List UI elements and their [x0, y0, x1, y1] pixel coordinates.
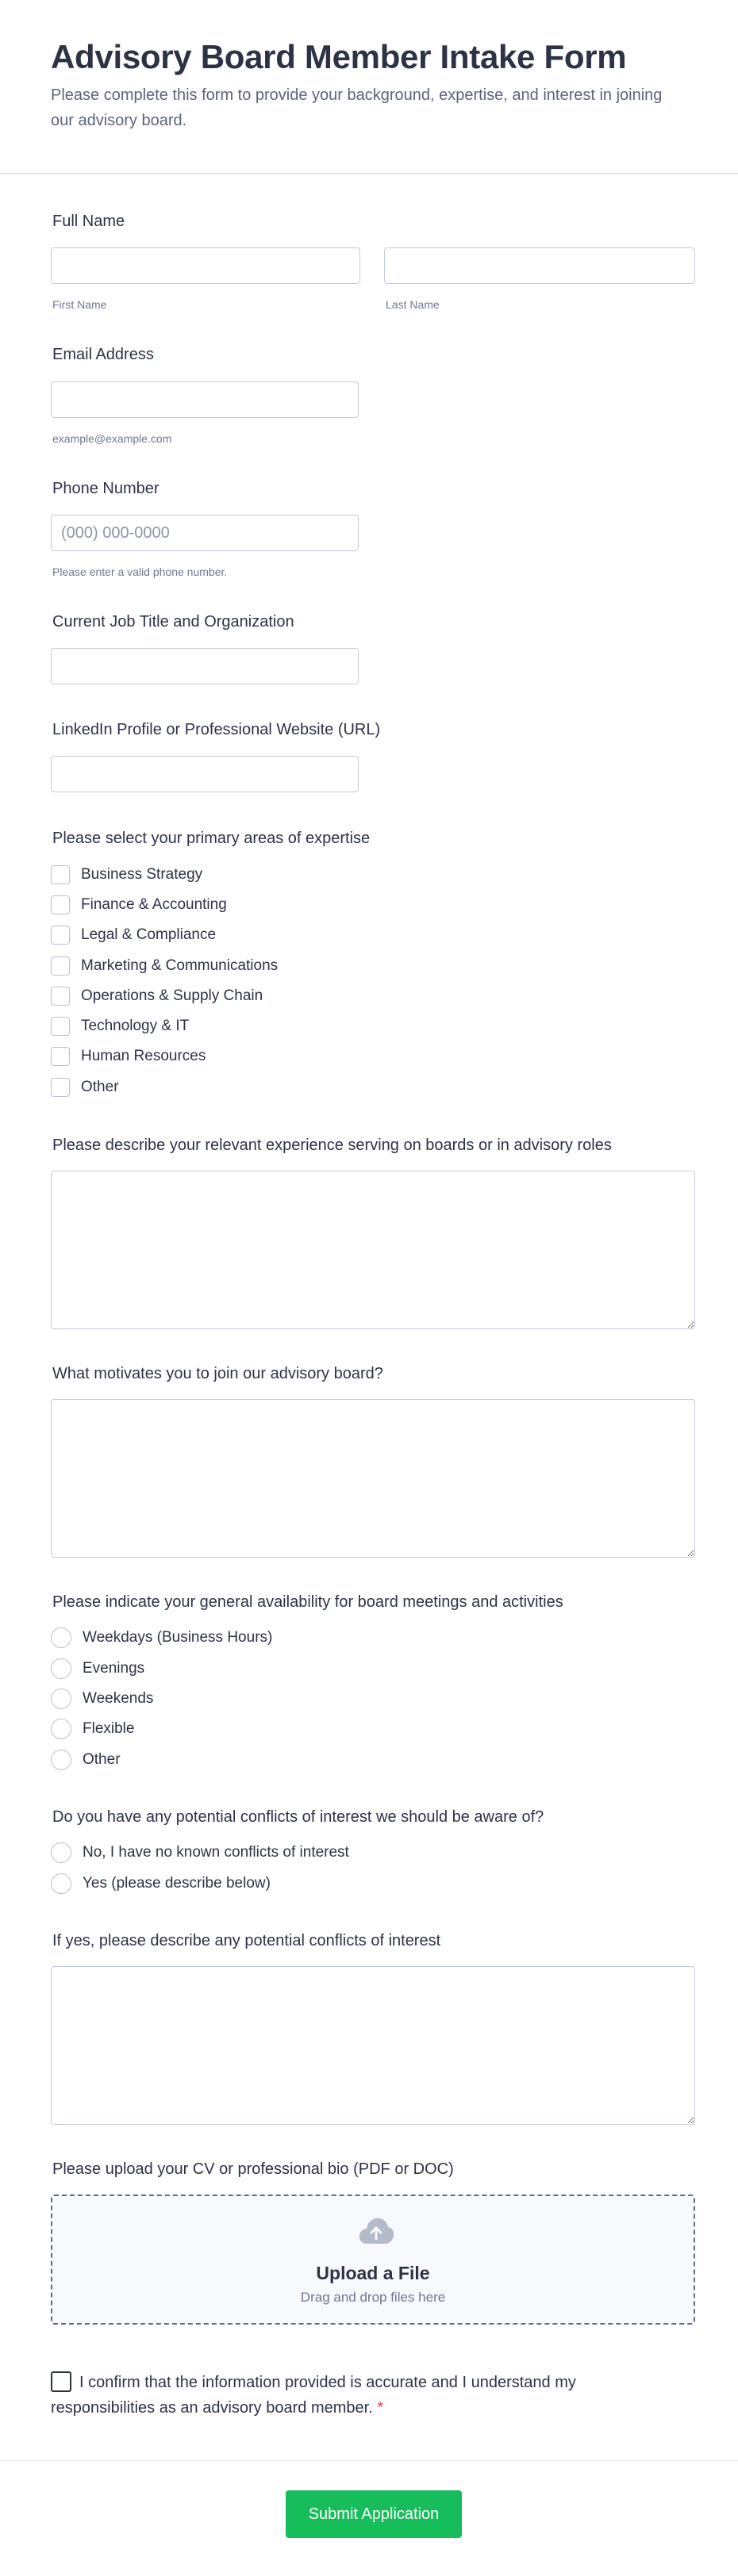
linkedin-input[interactable]	[51, 756, 359, 792]
availability-option[interactable]	[51, 1718, 134, 1740]
conflict-details-textarea[interactable]	[51, 1966, 695, 2125]
option-label: Technology & IT	[81, 1018, 190, 1034]
availability-option[interactable]	[51, 1627, 272, 1649]
radio[interactable]	[51, 1842, 71, 1863]
expertise-option[interactable]	[51, 864, 202, 886]
availability-option[interactable]	[51, 1749, 121, 1771]
option-label: Other	[81, 1079, 119, 1095]
option-label: Yes (please describe below)	[83, 1875, 271, 1892]
option-label: Other	[83, 1751, 121, 1768]
checkbox[interactable]	[51, 987, 70, 1006]
radio[interactable]	[51, 1627, 71, 1648]
experience-textarea[interactable]	[51, 1171, 695, 1329]
availability-label: Please indicate your general availability for board meetings and activities	[52, 1593, 563, 1611]
email-sublabel: example@example.com	[52, 432, 172, 445]
checkbox[interactable]	[51, 926, 70, 945]
expertise-option[interactable]	[51, 1076, 119, 1098]
footer-divider	[0, 2460, 738, 2461]
confirm-text: I confirm that the information provided is accurate and I understand my responsibilities as an advisory board member.	[51, 2374, 576, 2417]
checkbox[interactable]	[51, 895, 70, 914]
submit-button[interactable]: Submit Application	[286, 2490, 462, 2538]
conflict-details-label: If yes, please describe any potential conflicts of interest	[52, 1932, 441, 1949]
upload-label: Please upload your CV or professional bio (PDF or DOC)	[52, 2160, 454, 2178]
last-name-sublabel: Last Name	[386, 298, 440, 311]
first-name-input[interactable]	[51, 247, 360, 284]
expertise-option[interactable]	[51, 955, 278, 977]
radio[interactable]	[51, 1658, 71, 1679]
option-label: Evenings	[83, 1660, 145, 1677]
upload-title: Upload a File	[316, 2263, 430, 2283]
first-name-sublabel: First Name	[52, 298, 107, 311]
option-label: Weekends	[83, 1690, 154, 1707]
checkbox[interactable]	[51, 865, 70, 884]
job-label: Current Job Title and Organization	[52, 613, 294, 631]
expertise-option[interactable]	[51, 985, 263, 1007]
option-label: Marketing & Communications	[81, 957, 279, 974]
checkbox[interactable]	[51, 1078, 70, 1097]
motivation-label: What motivates you to join our advisory board?	[52, 1365, 383, 1382]
option-label: Weekdays (Business Hours)	[83, 1629, 273, 1646]
phone-sublabel: Please enter a valid phone number.	[52, 565, 228, 578]
phone-label: Phone Number	[52, 480, 160, 497]
experience-label: Please describe your relevant experience serving on boards or in advisory roles	[52, 1137, 612, 1154]
full-name-label: Full Name	[52, 213, 125, 230]
expertise-option[interactable]	[51, 894, 227, 916]
expertise-label: Please select your primary areas of expertise	[52, 830, 371, 847]
upload-subtitle: Drag and drop files here	[300, 2290, 446, 2305]
phone-input[interactable]	[51, 515, 359, 551]
form-header	[0, 0, 738, 174]
expertise-option[interactable]	[51, 924, 216, 946]
conflicts-option[interactable]	[51, 1873, 271, 1895]
email-input[interactable]	[51, 381, 359, 418]
option-label: Operations & Supply Chain	[81, 987, 263, 1004]
last-name-input[interactable]	[384, 247, 695, 284]
availability-option[interactable]	[51, 1688, 153, 1710]
radio[interactable]	[51, 1719, 71, 1739]
option-label: Legal & Compliance	[81, 926, 217, 943]
expertise-option[interactable]	[51, 1045, 206, 1068]
cloud-upload-icon	[358, 2217, 394, 2245]
linkedin-label: LinkedIn Profile or Professional Website (URL)	[52, 721, 381, 738]
option-label: No, I have no known conflicts of interest	[83, 1844, 349, 1861]
email-label: Email Address	[52, 346, 154, 363]
form-subtitle: Please complete this form to provide your background, expertise, and interest in joining our advisory board.	[51, 86, 663, 129]
required-mark: *	[377, 2399, 384, 2417]
job-input[interactable]	[51, 648, 359, 684]
radio[interactable]	[51, 1873, 71, 1894]
expertise-option[interactable]	[51, 1015, 189, 1037]
checkbox[interactable]	[51, 1047, 70, 1066]
conflicts-label: Do you have any potential conflicts of interest we should be aware of?	[52, 1808, 544, 1826]
confirm-label	[51, 2370, 654, 2421]
motivation-textarea[interactable]	[51, 1399, 695, 1558]
option-label: Finance & Accounting	[81, 896, 227, 913]
option-label: Human Resources	[81, 1048, 206, 1064]
form-title: Advisory Board Member Intake Form	[51, 38, 627, 75]
availability-option[interactable]	[51, 1658, 144, 1680]
option-label: Business Strategy	[81, 866, 203, 883]
checkbox[interactable]	[51, 956, 70, 976]
radio[interactable]	[51, 1750, 71, 1770]
checkbox[interactable]	[51, 1017, 70, 1036]
conflicts-option[interactable]	[51, 1842, 349, 1864]
radio[interactable]	[51, 1689, 71, 1709]
file-dropzone[interactable]	[51, 2195, 695, 2325]
option-label: Flexible	[83, 1720, 135, 1737]
